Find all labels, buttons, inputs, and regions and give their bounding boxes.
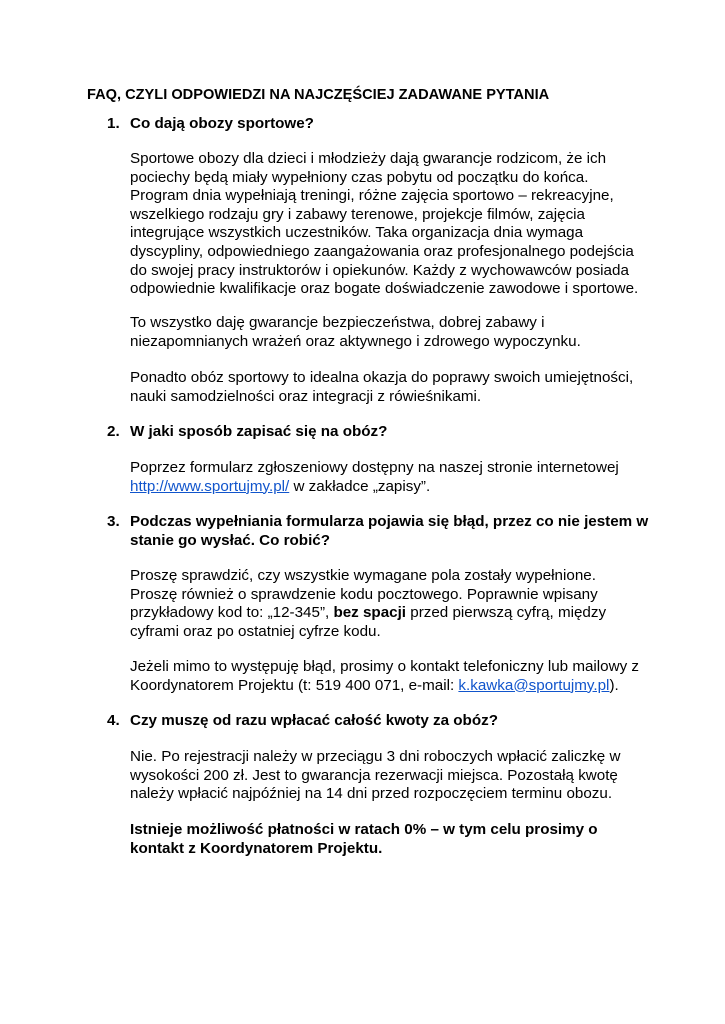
email-link[interactable]: k.kawka@sportujmy.pl <box>458 676 610 694</box>
installments-note: Istnieje możliwość płatności w ratach 0% – w tym celu prosimy o kontakt z Koordynatorem Projektu. <box>130 821 598 857</box>
faq-question-3: Podczas wypełniania formularza pojawia się błąd, przez co nie jestem w stanie go wysłać. Co robić? <box>130 513 649 549</box>
faq-answer-1-paragraph-2: To wszystko daję gwarancje bezpieczeństwa, dobrej zabawy i niezapomnianych wrażeń oraz aktywnego i zdrowego wypoczynku. <box>130 314 581 350</box>
faq-answer-2-paragraph-1: Poprzez formularz zgłoszeniowy dostępny na naszej stronie internetowej http://www.sportujmy.pl/ w zakładce „zapisy”. <box>130 459 619 495</box>
faq-number-2: 2. <box>107 423 120 440</box>
faq-answer-4-paragraph-2 <box>130 821 645 858</box>
faq-number-4: 4. <box>107 712 120 729</box>
faq-answer-1-paragraph-3: Ponadto obóz sportowy to idealna okazja do poprawy swoich umiejętności, nauki samodzielności oraz integracji z rówieśnikami. <box>130 369 634 405</box>
faq-question-2: W jaki sposób zapisać się na obóz? <box>130 423 388 440</box>
website-link[interactable]: http://www.sportujmy.pl/ <box>130 477 290 495</box>
faq-number-1: 1. <box>107 115 120 132</box>
faq-answer-3-paragraph-2: Jeżeli mimo to występuję błąd, prosimy o kontakt telefoniczny lub mailowy z Koordynatorem Projektu (t: 519 400 071, e-mail: k.kawka@sportujmy.pl). <box>130 658 639 694</box>
faq-number-3: 3. <box>107 513 120 530</box>
faq-question-1: Co dają obozy sportowe? <box>130 115 314 132</box>
faq-answer-4-paragraph-1: Nie. Po rejestracji należy w przeciągu 3 dni roboczych wpłacić zaliczkę w wysokości 200 zł. Jest to gwarancja rezerwacji miejsca. Pozostałą kwotę należy wpłacić najpóźniej na 14 dni przed rozpoczęciem terminu obozu. <box>130 748 621 803</box>
faq-question-4: Czy muszę od razu wpłacać całość kwoty za obóz? <box>130 712 498 729</box>
no-spaces-emphasis: bez spacji <box>333 604 407 622</box>
faq-answer-3-paragraph-1: Proszę sprawdzić, czy wszystkie wymagane pola zostały wypełnione. Proszę również o sprawdzenie kodu pocztowego. Poprawnie wpisany przykładowy kod to: „12-345”, bez spacji przed pierwszą cyfrą, między cyframi oraz po ostatniej cyfrze kodu. <box>130 567 607 640</box>
page-title: FAQ, CZYLI ODPOWIEDZI NA NAJCZĘŚCIEJ ZADAWANE PYTANIA <box>87 87 550 103</box>
faq-answer-1-paragraph-1: Sportowe obozy dla dzieci i młodzieży dają gwarancje rodzicom, że ich pociechy będą miały wypełniony czas pobytu od początku do końca. Program dnia wypełniają treningi, różne zajęcia sportowo – rekreacyjne, wszelkiego rodzaju gry i zabawy terenowe, projekcje filmów, zajęcia integrujące wszystkich uczestników. Taka organizacja dnia wymaga dyscypliny, odpowiedniego zaangażowania oraz profesjonalnego podejścia do swojej pracy instruktorów i opiekunów. Każdy z wychowawców posiada odpowiednie kwalifikacje oraz bogate doświadczenie zawodowe i sportowe. <box>130 150 639 298</box>
